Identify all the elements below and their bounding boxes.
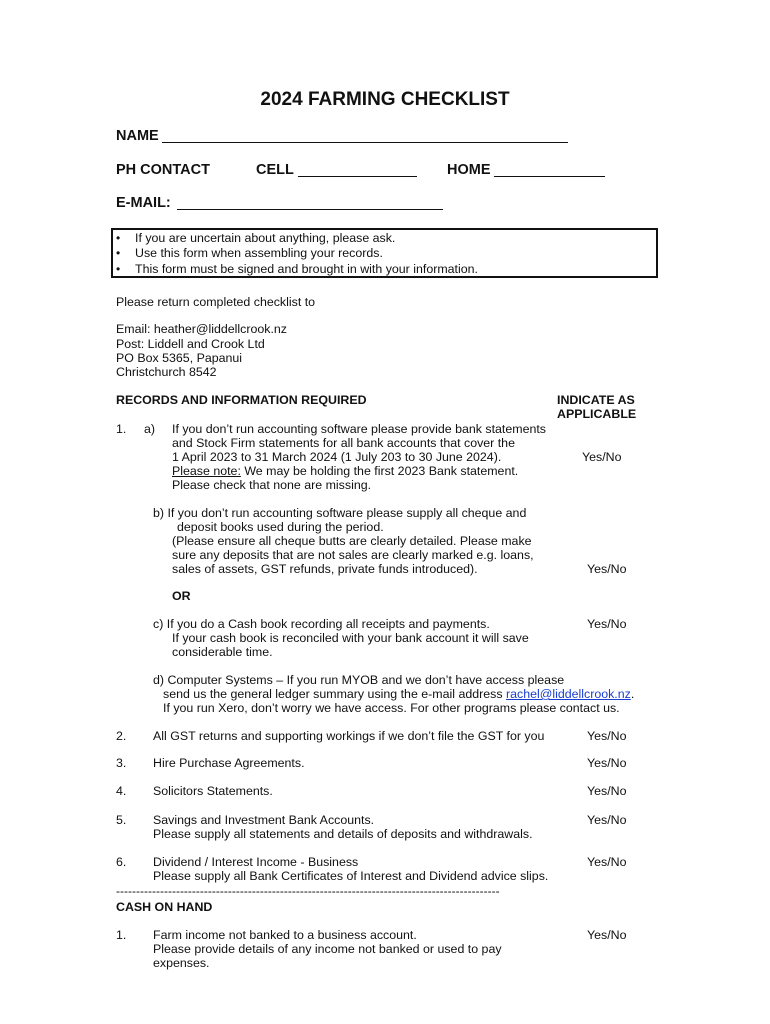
return-po-box: PO Box 5365, Papanui [116, 351, 243, 365]
item-text: (Please ensure all cheque butts are clearly detailed. Please make [172, 534, 532, 548]
item-text: 1 April 2023 to 31 March 2024 (1 July 203 to 30 June 2024). [172, 450, 502, 464]
item-text: Please supply all statements and details of deposits and withdrawals. [153, 827, 533, 841]
item-text: deposit books used during the period. [177, 520, 384, 534]
item-text: Farm income not banked to a business account. [153, 928, 417, 942]
note-text: We may be holding the first 2023 Bank statement. [240, 464, 519, 478]
item-text: sales of assets, GST refunds, private funds introduced). [172, 562, 478, 576]
item-text: Please supply all Bank Certificates of Interest and Dividend advice slips. [153, 869, 549, 883]
item-text: Savings and Investment Bank Accounts. [153, 813, 375, 827]
item-text: c) If you do a Cash book recording all receipts and payments. [153, 617, 490, 631]
name-label: NAME [116, 128, 159, 144]
item-text: Please check that none are missing. [172, 478, 372, 492]
answer-yes-no[interactable]: Yes/No [587, 617, 627, 631]
answer-yes-no[interactable]: Yes/No [587, 756, 627, 770]
note-label: Please note: [172, 464, 241, 478]
item-text: All GST returns and supporting workings if we don’t file the GST for you [153, 729, 545, 743]
item-text: Solicitors Statements. [153, 784, 273, 798]
email-link[interactable]: rachel@liddellcrook.nz [506, 687, 631, 701]
d-line2-end: . [630, 687, 635, 701]
answer-yes-no[interactable]: Yes/No [587, 928, 627, 942]
item-text: If you don’t run accounting software please provide bank statements [172, 422, 547, 436]
page-title: 2024 FARMING CHECKLIST [260, 89, 510, 110]
item-number: 4. [116, 784, 127, 798]
section-heading: RECORDS AND INFORMATION REQUIRED [116, 393, 367, 407]
item-text: If your cash book is reconciled with your bank account it will save [172, 631, 529, 645]
cell-field-line [298, 176, 417, 177]
dashed-divider: ------------------------------------------------------------------------------------------------ [116, 884, 500, 898]
item-number: 3. [116, 756, 127, 770]
item-sublabel: a) [144, 422, 156, 436]
indicate-heading: APPLICABLE [557, 407, 637, 421]
home-field-line [494, 176, 605, 177]
item-number: 1. [116, 422, 127, 436]
cell-label: CELL [256, 162, 294, 178]
home-label: HOME [447, 162, 491, 178]
answer-yes-no[interactable]: Yes/No [587, 784, 627, 798]
name-field-line [162, 142, 568, 143]
item-number: 6. [116, 855, 127, 869]
notice-item: If you are uncertain about anything, please ask. [135, 231, 396, 245]
bullet-icon: • [116, 262, 121, 276]
item-text: expenses. [153, 956, 210, 970]
item-number: 5. [116, 813, 127, 827]
ph-contact-label: PH CONTACT [116, 162, 210, 178]
notice-item: This form must be signed and brought in with your information. [135, 262, 478, 276]
notice-item: Use this form when assembling your records. [135, 246, 383, 260]
cash-heading: CASH ON HAND [116, 900, 213, 914]
answer-yes-no[interactable]: Yes/No [587, 562, 627, 576]
d-line2-text: send us the general ledger summary using the e-mail address [163, 687, 506, 701]
return-post: Post: Liddell and Crook Ltd [116, 337, 265, 351]
item-text: considerable time. [172, 645, 273, 659]
email-label: E-MAIL: [116, 195, 171, 211]
email-field-line [177, 209, 443, 210]
bullet-icon: • [116, 246, 121, 260]
or-label: OR [172, 589, 191, 603]
indicate-heading: INDICATE AS [557, 393, 635, 407]
item-text: d) Computer Systems – If you run MYOB and we don’t have access please [153, 673, 565, 687]
item-text [163, 687, 634, 701]
item-text: If you run Xero, don’t worry we have access. For other programs please contact us. [163, 701, 620, 715]
answer-yes-no[interactable]: Yes/No [582, 450, 622, 464]
item-text: Dividend / Interest Income - Business [153, 855, 359, 869]
bullet-icon: • [116, 231, 121, 245]
return-email: Email: heather@liddellcrook.nz [116, 322, 287, 336]
answer-yes-no[interactable]: Yes/No [587, 813, 627, 827]
return-intro: Please return completed checklist to [116, 295, 316, 309]
item-number: 2. [116, 729, 127, 743]
answer-yes-no[interactable]: Yes/No [587, 855, 627, 869]
item-text: and Stock Firm statements for all bank accounts that cover the [172, 436, 515, 450]
item-text: sure any deposits that are not sales are clearly marked e.g. loans, [172, 548, 534, 562]
item-note [172, 464, 518, 478]
item-text: Please provide details of any income not banked or used to pay [153, 942, 502, 956]
return-city: Christchurch 8542 [116, 365, 217, 379]
item-number: 1. [116, 928, 127, 942]
answer-yes-no[interactable]: Yes/No [587, 729, 627, 743]
item-text: b) If you don’t run accounting software please supply all cheque and [153, 506, 527, 520]
item-text: Hire Purchase Agreements. [153, 756, 305, 770]
